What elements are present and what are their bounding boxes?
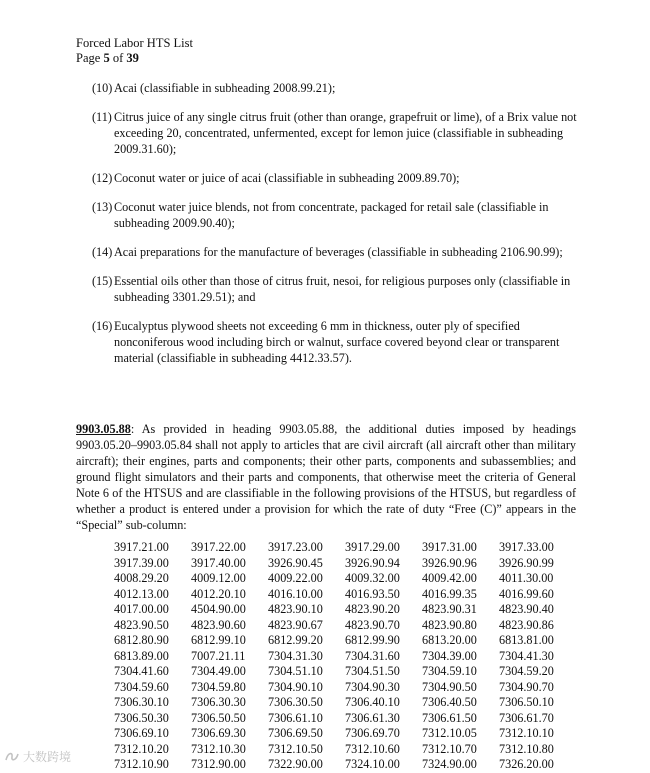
hts-code: 7304.41.60 [114,664,169,678]
hts-code: 4016.93.50 [345,586,400,601]
item-number: (15) [92,274,113,288]
hts-code: 7007.21.11 [191,648,246,663]
code-row [114,695,576,711]
hts-code: 7306.69.10 [114,726,169,740]
heading-paragraph [76,421,576,533]
hts-code: 7306.50.50 [191,710,246,725]
list-item [92,273,582,305]
hts-code: 7306.61.50 [422,710,477,725]
item-number: (12) [92,171,113,185]
list-item [92,109,582,157]
page-number: 5 [103,51,110,65]
hts-code: 7326.20.00 [499,757,554,771]
hts-code: 3917.31.00 [422,540,477,554]
hts-code: 4823.90.70 [345,617,400,632]
of-word: of [109,51,127,65]
hts-code: 7304.90.50 [422,679,477,694]
code-row [114,602,576,618]
item-number: (11) [92,110,112,124]
hts-code: 4009.12.00 [191,571,246,585]
hts-code: 4012.13.00 [114,586,169,601]
hts-code: 7304.59.60 [114,679,169,694]
hts-code: 7306.30.50 [268,695,323,709]
list-item [92,318,582,366]
list-item [92,80,582,96]
hts-code: 7304.59.80 [191,679,246,694]
hts-code: 7304.31.60 [345,648,400,663]
hts-code: 7306.69.30 [191,726,246,740]
hts-code: 7312.10.20 [114,741,169,756]
code-row [114,711,576,727]
hts-code: 4009.32.00 [345,571,400,585]
item-text: Coconut water juice blends, not from concentrate, packaged for retail sale (classifiable in subheading 2009.90.40); [114,200,549,230]
hts-code: 4008.29.20 [114,571,169,585]
code-row [114,556,576,572]
hts-code: 7304.90.30 [345,679,400,694]
hts-code: 4016.10.00 [268,586,323,601]
hts-code: 7306.40.50 [422,695,477,709]
code-row [114,742,576,758]
hts-code: 4017.00.00 [114,602,169,616]
hts-code: 7306.61.70 [499,710,554,725]
page-header [76,36,193,66]
hts-code: 7306.30.30 [191,695,246,709]
paragraph-body: : As provided in heading 9903.05.88, the additional duties imposed by headings 9903.05.20–9903.05.84 shall not apply to articles that are civil aircraft (all aircraft other than military aircraft); their engines, parts and components; their other parts, components and subassemblies; and ground flight simulators and their parts and components, that otherwise meet the criteria of General Note 6 of the HTSUS and are classifiable in the following provisions of the HTSUS, but regardless of whether a product is entered under a provision for which the rate of duty “Free (C)” appears in the “Special” sub-column: [76,422,576,532]
item-text: Acai preparations for the manufacture of beverages (classifiable in subheading 2106.90.99); [114,245,563,259]
watermark [4,748,71,765]
item-text: Acai (classifiable in subheading 2008.99.21); [114,81,336,95]
code-row [114,587,576,603]
hts-code: 3926.90.96 [422,555,477,570]
hts-code: 3917.22.00 [191,540,246,554]
hts-code: 7304.90.10 [268,679,323,694]
hts-code: 7304.51.50 [345,664,400,678]
hts-code: 7312.10.70 [422,741,477,756]
hts-code: 6813.81.00 [499,633,554,647]
hts-code: 4823.90.40 [499,602,554,616]
hts-code: 6812.99.10 [191,633,246,647]
hts-code: 4823.90.10 [268,602,323,616]
hts-code: 7304.59.10 [422,664,477,678]
watermark-text: 大数跨境 [23,750,72,764]
code-row [114,726,576,742]
hts-code: 4011.30.00 [499,571,554,585]
hts-code: 4823.90.50 [114,617,169,632]
page-word: Page [76,51,104,65]
hts-code: 3917.29.00 [345,540,400,554]
code-row [114,680,576,696]
hts-code: 7304.51.10 [268,664,323,678]
heading-number: 9903.05.88 [76,422,131,436]
watermark-logo-icon [4,750,20,764]
hts-code: 7306.30.10 [114,695,169,709]
hts-code: 4504.90.00 [191,602,246,616]
hts-code: 4823.90.31 [422,602,477,616]
hts-code: 3926.90.99 [499,555,554,570]
hts-code: 6813.89.00 [114,648,169,663]
hts-code: 3917.33.00 [499,540,554,554]
hts-code: 4016.99.60 [499,586,554,601]
hts-code: 7312.90.00 [191,757,246,771]
hts-code: 4823.90.86 [499,617,554,632]
hts-code: 7306.50.30 [114,710,169,725]
hts-code: 7306.50.10 [499,695,554,709]
code-row [114,649,576,665]
list-item [92,244,582,260]
hts-code-table [114,540,576,773]
list-item [92,199,582,231]
hts-code: 3917.40.00 [191,555,246,570]
code-row [114,540,576,556]
hts-code: 4009.22.00 [268,571,323,585]
item-number: (10) [92,81,113,95]
page-total: 39 [126,51,139,65]
hts-code: 7304.49.00 [191,664,246,678]
code-row [114,664,576,680]
hts-code: 3917.21.00 [114,540,169,554]
hts-code: 7312.10.05 [422,726,477,740]
hts-code: 4016.99.35 [422,586,477,601]
item-text: Coconut water or juice of acai (classifiable in subheading 2009.89.70); [114,171,460,185]
hts-code: 7322.90.00 [268,757,323,771]
code-row [114,757,576,773]
item-number: (14) [92,245,113,259]
hts-code: 6812.99.90 [345,633,400,647]
hts-code: 7304.41.30 [499,648,554,663]
item-number: (16) [92,319,113,333]
item-number: (13) [92,200,113,214]
hts-code: 7306.69.70 [345,726,400,740]
hts-code: 7304.39.00 [422,648,477,663]
hts-code: 4823.90.80 [422,617,477,632]
hts-code: 7304.59.20 [499,664,554,678]
hts-code: 7312.10.10 [499,726,554,740]
exclusion-list [92,80,582,366]
hts-code: 7312.10.80 [499,741,554,756]
hts-code: 4823.90.60 [191,617,246,632]
hts-code: 7304.90.70 [499,679,554,694]
item-text: Citrus juice of any single citrus fruit (other than orange, grapefruit or lime), of a Brix value not exceeding 20, concentrated, unfermented, except for lemon juice (classifiable in subheading 2009.31.60); [114,110,577,156]
code-row [114,618,576,634]
hts-code: 7306.61.30 [345,710,400,725]
hts-code: 7304.31.30 [268,648,323,663]
hts-code: 7312.10.90 [114,757,169,771]
hts-code: 3926.90.45 [268,555,323,570]
item-text: Eucalyptus plywood sheets not exceeding 6 mm in thickness, outer ply of specified nonconiferous wood including birch or walnut, surface covered beyond clear or transparent material (classifiable in subheading 4412.33.57). [114,319,560,365]
hts-code: 7306.40.10 [345,695,400,709]
page-indicator [76,51,193,66]
hts-code: 4823.90.20 [345,602,400,616]
hts-code: 7312.10.50 [268,741,323,756]
hts-code: 7324.90.00 [422,757,477,771]
code-row [114,633,576,649]
hts-code: 7306.61.10 [268,710,323,725]
hts-code: 7312.10.60 [345,741,400,756]
hts-code: 3917.39.00 [114,555,169,570]
hts-code: 7324.10.00 [345,757,400,771]
document-title: Forced Labor HTS List [76,36,193,50]
hts-code: 7306.69.50 [268,726,323,740]
hts-code: 3917.23.00 [268,540,323,554]
item-text: Essential oils other than those of citrus fruit, nesoi, for religious purposes only (classifiable in subheading 3301.29.51); and [114,274,571,304]
hts-code: 3926.90.94 [345,555,400,570]
list-item [92,170,582,186]
hts-code: 6813.20.00 [422,633,477,647]
hts-code: 4009.42.00 [422,571,477,585]
hts-code: 4012.20.10 [191,586,246,601]
hts-code: 6812.99.20 [268,633,323,647]
hts-code: 7312.10.30 [191,741,246,756]
code-row [114,571,576,587]
hts-code: 4823.90.67 [268,617,323,632]
hts-code: 6812.80.90 [114,633,169,647]
